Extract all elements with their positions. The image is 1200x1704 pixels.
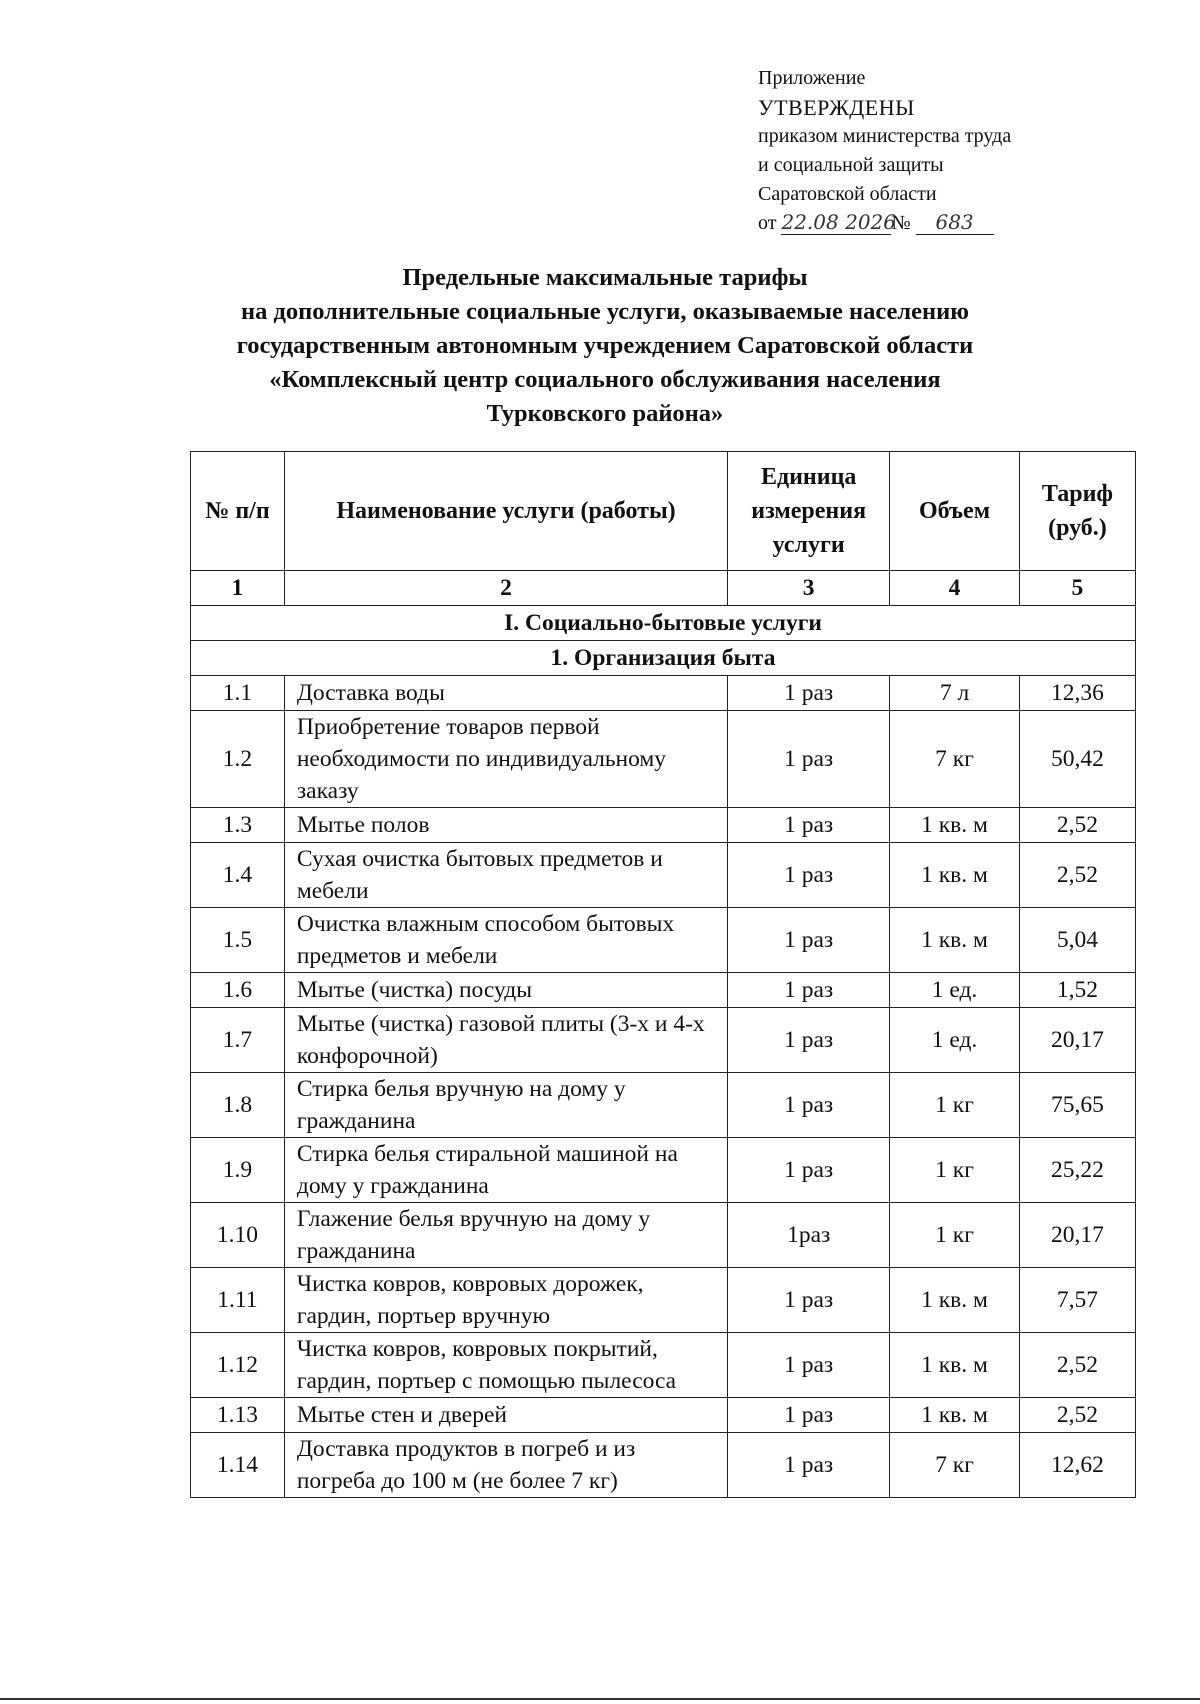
cell-tariff: 5,04 [1019, 908, 1135, 973]
cell-unit: 1 раз [728, 1008, 890, 1073]
cell-service-name: Мытье стен и дверей [284, 1398, 727, 1433]
table-row [191, 1203, 1136, 1268]
cell-tariff: 75,65 [1019, 1073, 1135, 1138]
cell-volume: 1 кв. м [890, 1268, 1020, 1333]
table-row [191, 1433, 1136, 1498]
cell-service-name: Доставка воды [284, 676, 727, 711]
approval-order-line: приказом министерства труда [758, 125, 1012, 147]
cell-volume: 7 кг [890, 711, 1020, 808]
cell-volume: 1 кв. м [890, 843, 1020, 908]
cell-unit: 1 раз [728, 1268, 890, 1333]
column-number: 4 [890, 571, 1020, 606]
cell-tariff: 20,17 [1019, 1203, 1135, 1268]
cell-tariff: 20,17 [1019, 1008, 1135, 1073]
cell-tariff: 7,57 [1019, 1268, 1135, 1333]
cell-unit: 1 раз [728, 676, 890, 711]
section-row [191, 606, 1136, 641]
cell-row-number: 1.6 [191, 973, 285, 1008]
cell-volume: 1 кг [890, 1203, 1020, 1268]
handwritten-number: 683 [916, 212, 994, 235]
column-number: 3 [728, 571, 890, 606]
cell-tariff: 2,52 [1019, 808, 1135, 843]
cell-tariff: 2,52 [1019, 1333, 1135, 1398]
header-number: № п/п [191, 452, 285, 571]
cell-row-number: 1.10 [191, 1203, 285, 1268]
cell-unit: 1 раз [728, 843, 890, 908]
cell-service-name: Мытье (чистка) газовой плиты (3-х и 4-х конфорочной) [284, 1008, 727, 1073]
cell-row-number: 1.1 [191, 676, 285, 711]
cell-service-name: Мытье полов [284, 808, 727, 843]
cell-service-name: Стирка белья стиральной машиной на дому у гражданина [284, 1138, 727, 1203]
approval-block [758, 64, 1011, 238]
cell-row-number: 1.5 [191, 908, 285, 973]
cell-service-name: Приобретение товаров первой необходимости по индивидуальному заказу [284, 711, 727, 808]
approval-approved: УТВЕРЖДЕНЫ [758, 95, 915, 120]
date-prefix: от [758, 212, 777, 234]
cell-tariff: 2,52 [1019, 843, 1135, 908]
cell-row-number: 1.4 [191, 843, 285, 908]
approval-region-line: Саратовской области [758, 183, 937, 205]
cell-volume: 1 ед. [890, 1008, 1020, 1073]
table-row [191, 1268, 1136, 1333]
cell-volume: 1 кв. м [890, 1398, 1020, 1433]
cell-service-name: Чистка ковров, ковровых покрытий, гардин, портьер с помощью пылесоса [284, 1333, 727, 1398]
cell-volume: 1 ед. [890, 973, 1020, 1008]
cell-row-number: 1.12 [191, 1333, 285, 1398]
cell-unit: 1 раз [728, 1333, 890, 1398]
title-line-1: Предельные максимальные тарифы [402, 264, 808, 291]
header-service-name: Наименование услуги (работы) [284, 452, 727, 571]
cell-unit: 1раз [728, 1203, 890, 1268]
table-row [191, 908, 1136, 973]
cell-volume: 1 кг [890, 1138, 1020, 1203]
cell-row-number: 1.11 [191, 1268, 285, 1333]
cell-tariff: 50,42 [1019, 711, 1135, 808]
approval-date-number [758, 209, 1011, 238]
number-sign: № [891, 212, 911, 234]
cell-volume: 7 л [890, 676, 1020, 711]
cell-unit: 1 раз [728, 973, 890, 1008]
column-number: 1 [191, 571, 285, 606]
column-number-row [191, 571, 1136, 606]
table-row [191, 973, 1136, 1008]
cell-tariff: 2,52 [1019, 1398, 1135, 1433]
subsection-title: 1. Организация быта [191, 641, 1136, 676]
table-header-row [191, 452, 1136, 571]
cell-unit: 1 раз [728, 1073, 890, 1138]
handwritten-date: 22.08 2026 [781, 210, 896, 234]
cell-volume: 1 кв. м [890, 1333, 1020, 1398]
cell-unit: 1 раз [728, 1138, 890, 1203]
table-row [191, 711, 1136, 808]
approval-ministry-line: и социальной защиты [758, 154, 944, 176]
header-unit: Единица измерения услуги [728, 452, 890, 571]
cell-unit: 1 раз [728, 1433, 890, 1498]
header-volume: Объем [890, 452, 1020, 571]
title-line-3: государственным автономным учреждением Саратовской области [236, 332, 974, 359]
cell-service-name: Сухая очистка бытовых предметов и мебели [284, 843, 727, 908]
page-bottom-edge [0, 1698, 1200, 1700]
table-row [191, 676, 1136, 711]
table-row [191, 1333, 1136, 1398]
cell-tariff: 25,22 [1019, 1138, 1135, 1203]
cell-volume: 1 кг [890, 1073, 1020, 1138]
section-title: I. Социально-бытовые услуги [191, 606, 1136, 641]
cell-tariff: 12,62 [1019, 1433, 1135, 1498]
cell-row-number: 1.14 [191, 1433, 285, 1498]
tariff-table [190, 451, 1136, 1498]
cell-row-number: 1.8 [191, 1073, 285, 1138]
approval-appendix: Приложение [758, 67, 866, 89]
table-row [191, 843, 1136, 908]
cell-service-name: Глажение белья вручную на дому у гражданина [284, 1203, 727, 1268]
table-row [191, 1398, 1136, 1433]
table-row [191, 1073, 1136, 1138]
cell-tariff: 1,52 [1019, 973, 1135, 1008]
subsection-row [191, 641, 1136, 676]
cell-unit: 1 раз [728, 808, 890, 843]
column-number: 5 [1019, 571, 1135, 606]
cell-service-name: Мытье (чистка) посуды [284, 973, 727, 1008]
table-row [191, 1138, 1136, 1203]
cell-row-number: 1.7 [191, 1008, 285, 1073]
cell-service-name: Стирка белья вручную на дому у гражданина [284, 1073, 727, 1138]
cell-row-number: 1.13 [191, 1398, 285, 1433]
cell-unit: 1 раз [728, 908, 890, 973]
title-line-2: на дополнительные социальные услуги, оказываемые населению [240, 298, 969, 325]
cell-volume: 7 кг [890, 1433, 1020, 1498]
table-row [191, 1008, 1136, 1073]
title-line-5: Турковского района» [486, 400, 724, 427]
cell-volume: 1 кв. м [890, 908, 1020, 973]
cell-unit: 1 раз [728, 1398, 890, 1433]
document-title [150, 261, 1060, 431]
table-row [191, 808, 1136, 843]
cell-unit: 1 раз [728, 711, 890, 808]
cell-row-number: 1.3 [191, 808, 285, 843]
header-tariff: Тариф (руб.) [1019, 452, 1135, 571]
column-number: 2 [284, 571, 727, 606]
cell-service-name: Чистка ковров, ковровых дорожек, гардин, портьер вручную [284, 1268, 727, 1333]
cell-service-name: Доставка продуктов в погреб и из погреба до 100 м (не более 7 кг) [284, 1433, 727, 1498]
title-line-4: «Комплексный центр социального обслуживания населения [269, 366, 941, 393]
cell-service-name: Очистка влажным способом бытовых предметов и мебели [284, 908, 727, 973]
cell-tariff: 12,36 [1019, 676, 1135, 711]
cell-row-number: 1.2 [191, 711, 285, 808]
cell-row-number: 1.9 [191, 1138, 285, 1203]
cell-volume: 1 кв. м [890, 808, 1020, 843]
